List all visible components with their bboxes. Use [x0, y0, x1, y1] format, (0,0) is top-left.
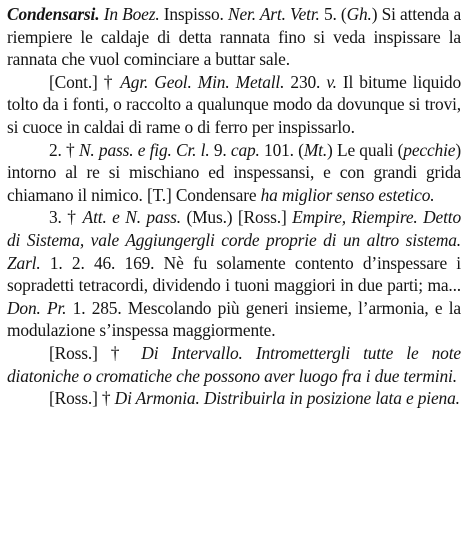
- entry-text: 230.: [284, 71, 327, 92]
- entry-text: Don. Pr.: [7, 297, 67, 318]
- entry-text: N. pass. e fig. Cr. l.: [78, 139, 210, 160]
- entry-text: ha miglior senso estetico.: [260, 184, 435, 205]
- entry-text: pecchie: [403, 139, 456, 160]
- entry-text: 5. (: [319, 4, 347, 24]
- entry-text: (Mus.) [Ross.]: [180, 207, 293, 228]
- entry-text: ) intorno al re si mischiano ed inspessansi, e con grandi grida chiamano il nimico. [T.] Condensare: [7, 139, 461, 205]
- entry-text: v.: [326, 71, 337, 92]
- entry-text: 1. 285. Mescolando più generi insieme, l’armonia, e la modulazione s’inspessa maggiormente.: [7, 297, 461, 341]
- entry-text: Agr. Geol. Min. Metall.: [120, 71, 285, 92]
- entry-paragraph: [7, 342, 461, 387]
- entry-paragraph: [7, 206, 461, 342]
- entry-text: Il bitume liquido tolto da i fonti, o raccolto a qualunque modo da dovunque si trovi, si cuoce in caldai di rame o di ferro per inspissarlo.: [7, 71, 461, 137]
- entry-text: Att. e N. pass.: [82, 207, 181, 228]
- entry-text: 3. †: [49, 207, 83, 228]
- entry-paragraph: [7, 71, 461, 139]
- entry-text: Ner. Art. Vetr.: [228, 4, 320, 24]
- entry-text: ) Si attenda a riempiere le caldaje di detta rannata fino si veda inspissare la rannata che vuol cominciare a buttar sale.: [7, 4, 462, 70]
- entry-text: [Ross.] †: [49, 342, 142, 363]
- dictionary-entry: [7, 3, 461, 410]
- entry-text: 2. †: [49, 139, 79, 160]
- headword: Condensarsi.: [7, 4, 100, 24]
- entry-text: Gh.: [346, 4, 372, 24]
- entry-text: cap.: [230, 139, 260, 160]
- entry-text: 9.: [209, 139, 231, 160]
- entry-text: 1. 2. 46. 169. Nè fu solamente contento d’inspessare i sopradetti tetracordi, dividendo i tuoni maggiori in due parti; ma...: [7, 252, 461, 296]
- entry-text: 101. (: [259, 139, 304, 160]
- entry-text: Di Armonia. Distribuirla in posizione lata e piena.: [114, 388, 460, 409]
- entry-paragraph: [7, 387, 461, 410]
- entry-text: Empire, Riempire. Detto di Sistema, vale Aggiungergli corde proprie di un altro sistema. Zarl.: [7, 207, 461, 273]
- entry-text: In Boez.: [103, 4, 160, 24]
- entry-text: [Cont.] †: [49, 71, 121, 92]
- entry-text: Inspisso.: [159, 4, 228, 24]
- entry-paragraph: [7, 3, 461, 71]
- entry-text: Mt.: [303, 139, 328, 160]
- entry-paragraph: [7, 139, 461, 207]
- entry-text: ) Le quali (: [327, 139, 404, 160]
- entry-text: [Ross.] †: [49, 388, 115, 409]
- entry-text: Di Intervallo. Intromettergli tutte le note diatoniche o cromatiche che possono aver luogo fra i due termini.: [7, 342, 461, 386]
